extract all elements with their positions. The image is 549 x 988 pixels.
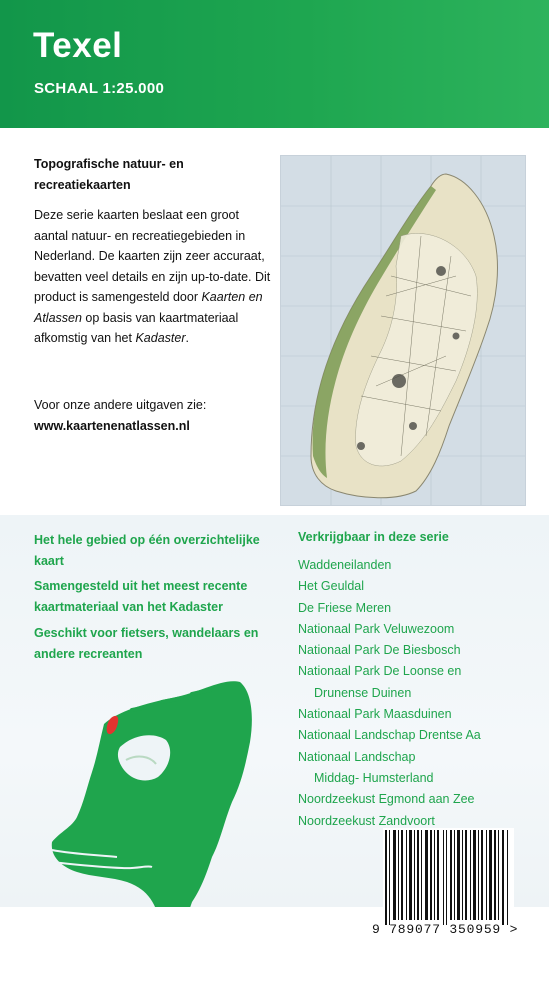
- feature-2: Samengesteld uit het meest recente kaartmateriaal van het Kadaster: [34, 579, 248, 614]
- intro-body: [34, 205, 274, 349]
- isbn-number: 9 789077 350959 >: [372, 922, 519, 937]
- series-item-continuation: Middag- Humsterland: [314, 770, 434, 785]
- series-item: Nationaal Landschap Drentse Aa: [298, 728, 481, 743]
- barcode: [383, 828, 514, 925]
- more-info: [34, 395, 274, 436]
- page-title: Texel: [33, 26, 123, 65]
- series-item: Nationaal Park Veluwezoom: [298, 621, 455, 636]
- barcode-bars: [383, 828, 514, 925]
- intro-heading-line-1: Topografische natuur- en: [34, 157, 184, 171]
- intro-body-part-2: op basis van kaartmateriaal afkomstig van het: [34, 310, 239, 345]
- kadaster-name: Kadaster: [135, 331, 186, 345]
- texel-island-map-graphic: [281, 156, 525, 505]
- series-item: De Friese Meren: [298, 600, 392, 615]
- feature-1: Het hele gebied op één overzichtelijke kaart: [34, 533, 260, 568]
- series-item: Het Geuldal: [298, 579, 365, 594]
- series-item: Nationaal Park De Biesbosch: [298, 643, 461, 658]
- header-banner: [0, 0, 549, 128]
- series-item: Waddeneilanden: [298, 558, 392, 572]
- texel-island-map: [280, 155, 526, 506]
- intro-body-part-3: .: [185, 331, 189, 345]
- website-link[interactable]: www.kaartenenatlassen.nl: [34, 418, 190, 433]
- feature-3: Geschikt voor fietsers, wandelaars en andere recreanten: [34, 626, 259, 661]
- intro-heading: [34, 154, 264, 196]
- intro-body-part-1: Deze serie kaarten beslaat een groot aantal natuur- en recreatiegebieden in Nederland. De kaarten zijn zeer accuraat, bevatten veel details en zijn up-to-date. Dit product is samengesteld door: [34, 208, 271, 304]
- series-item: Noordzeekust Zandvoort: [298, 813, 435, 828]
- publisher-name: Kaarten en Atlassen: [34, 290, 263, 325]
- series-list: [298, 555, 538, 832]
- more-info-label: Voor onze andere uitgaven zie:: [34, 398, 207, 412]
- netherlands-outline: [42, 672, 257, 942]
- intro-heading-line-2: recreatiekaarten: [34, 178, 131, 192]
- series-item: Nationaal Park Maasduinen: [298, 707, 452, 722]
- map-scale: SCHAAL 1:25.000: [34, 80, 165, 97]
- series-item: Nationaal Landschap: [298, 749, 416, 764]
- series-item: Noordzeekust Egmond aan Zee: [298, 792, 475, 807]
- series-heading: Verkrijgbaar in deze serie: [298, 530, 449, 544]
- series-item-continuation: Drunense Duinen: [314, 685, 412, 700]
- netherlands-locator-map: [42, 672, 257, 947]
- series-item: Nationaal Park De Loonse en: [298, 664, 462, 679]
